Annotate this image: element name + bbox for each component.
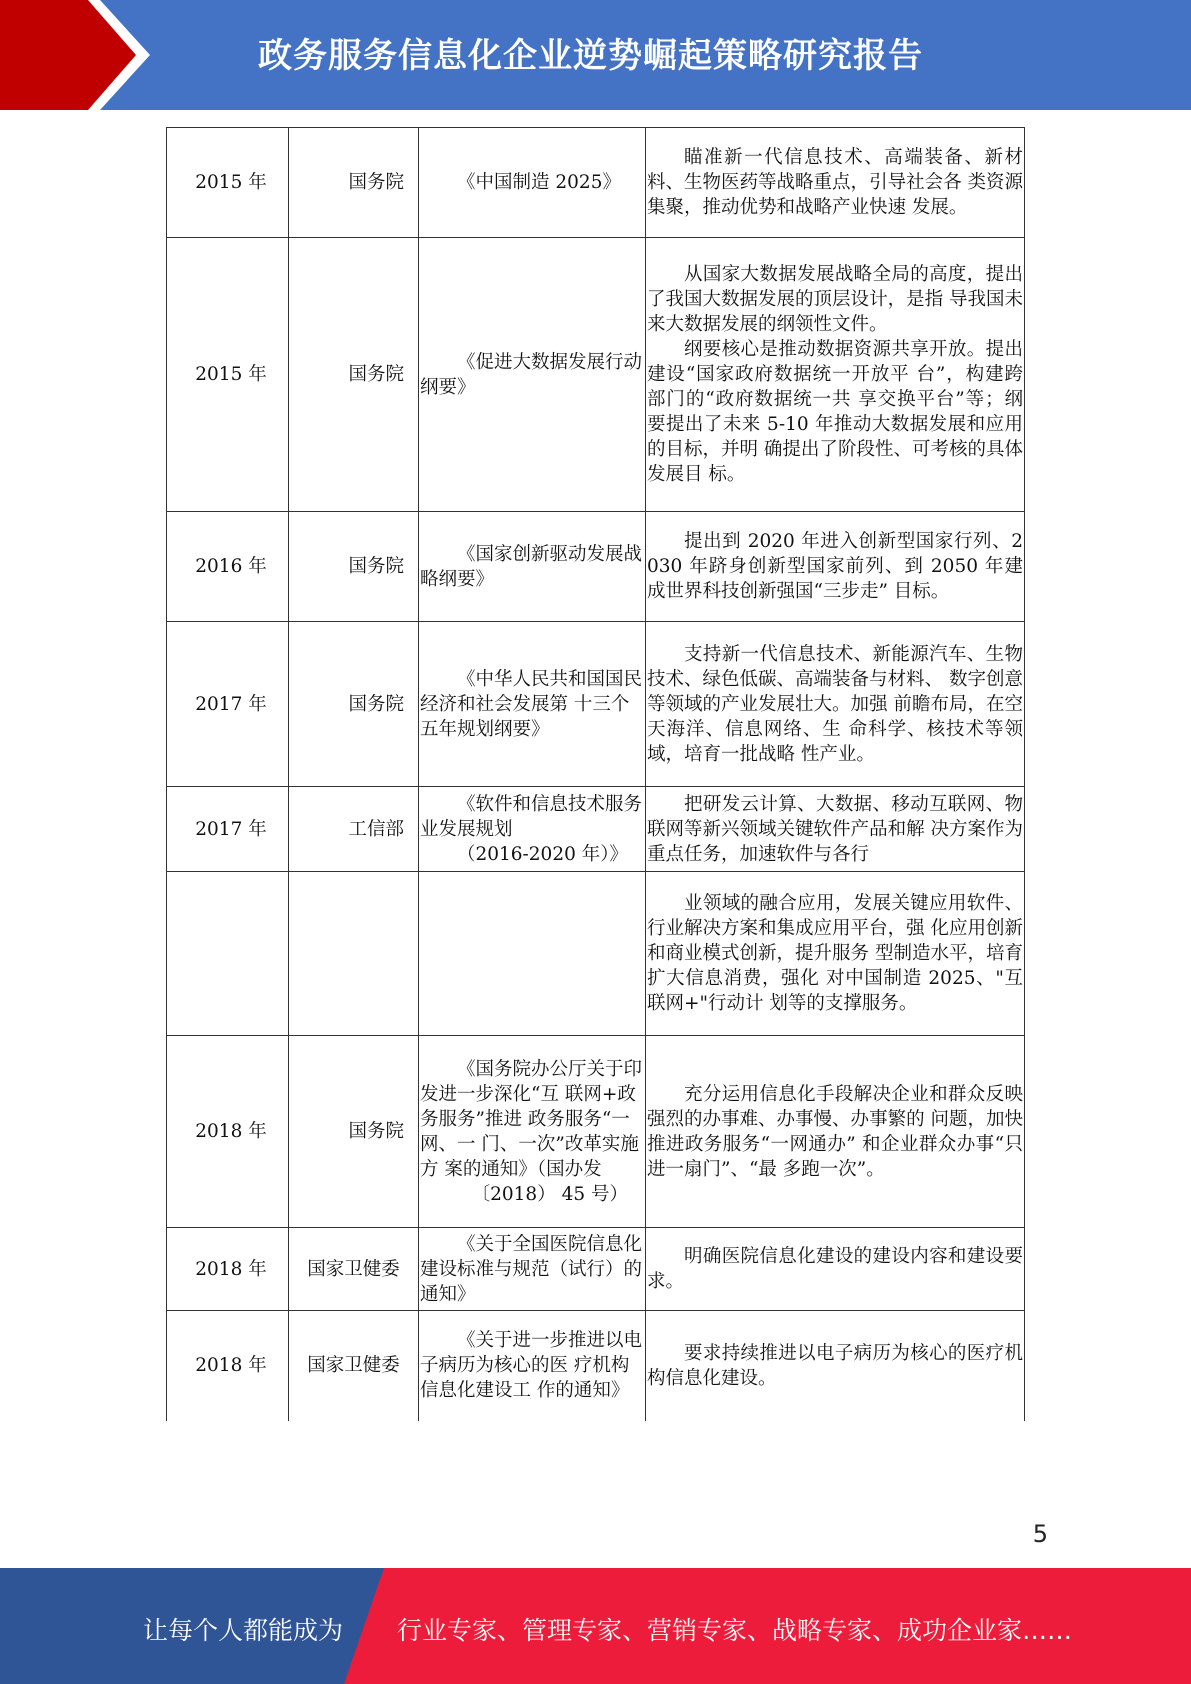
dept-cell: 国务院 (289, 238, 419, 512)
table-row (167, 512, 1025, 622)
dept-cell: 国务院 (289, 512, 419, 622)
description-cell (646, 1228, 1025, 1311)
year-cell: 2015 年 (167, 238, 289, 512)
document-cell: 《关于全国医院信息化建设标准与规范（试行）的通知》 (419, 1228, 646, 1311)
document-cell: 《国家创新驱动发展战略纲要》 (419, 512, 646, 622)
dept-cell: 国家卫健委 (289, 1228, 419, 1311)
document-cell: 《关于进一步推进以电子病历为核心的医 疗机构信息化建设工 作的通知》 (419, 1311, 646, 1421)
document-cell: 《中国制造 2025》 (419, 128, 646, 238)
table-row (167, 128, 1025, 238)
year-cell: 2018 年 (167, 1311, 289, 1421)
description-paragraph: 从国家大数据发展战略全局的高度，提出了我国大数据发展的顶层设计，是指 导我国未来大数据发展的纲领性文件。 (647, 264, 1023, 335)
table-row (167, 787, 1025, 872)
description-cell (646, 1036, 1025, 1228)
description-cell (646, 622, 1025, 787)
document-title: 《软件和信息技术服务业发展规划 (420, 793, 643, 840)
footer-slogan-left: 让每个人都能成为 (143, 1616, 344, 1645)
description-cell (646, 128, 1025, 238)
dept-cell: 国务院 (289, 622, 419, 787)
document-cell (419, 1036, 646, 1228)
description-paragraph: 要求持续推进以电子病历为核心的医疗机构信息化建设。 (647, 1342, 1023, 1389)
description-paragraph: 充分运用信息化手段解决企业和群众反映强烈的办事难、办事慢、办事繁的 问题，加快推进政务服务“一网通办” 和企业群众办事“只进一扇门”、“最 多跑一次”。 (647, 1083, 1023, 1180)
dept-cell: 国务院 (289, 1036, 419, 1228)
description-cell (646, 1311, 1025, 1421)
document-cell: 《中华人民共和国国民经济和社会发展第 十三个五年规划纲要》 (419, 622, 646, 787)
year-cell: 2018 年 (167, 1228, 289, 1311)
table-row (167, 1228, 1025, 1311)
dept-cell: 国务院 (289, 128, 419, 238)
description-paragraph: 把研发云计算、大数据、移动互联网、物联网等新兴领域关键软件产品和解 决方案作为重点任务，加速软件与各行 (647, 793, 1023, 865)
footer-slogan-right: 行业专家、管理专家、营销专家、战略专家、成功企业家…… (397, 1616, 1073, 1645)
description-cell (646, 512, 1025, 622)
report-title: 政务服务信息化企业逆势崛起策略研究报告 (258, 36, 923, 76)
table-row (167, 622, 1025, 787)
document-subtitle: 〔2018） 45 号） (471, 1183, 628, 1205)
dept-cell (289, 872, 419, 1036)
year-cell: 2016 年 (167, 512, 289, 622)
policy-table (166, 127, 1025, 1421)
description-paragraph: 纲要核心是推动数据资源共享开放。提出建设“国家政府数据统一开放平 台”，构建跨部门的“政府数据统一共 享交换平台”等；纲要提出了未来 5-10 年推动大数据发展和应用的目标，并明 确提出了阶段性、可考核的具体发展目 标。 (647, 339, 1023, 485)
table-row (167, 1036, 1025, 1228)
description-paragraph: 明确医院信息化建设的建设内容和建设要求。 (647, 1246, 1023, 1292)
page-footer (0, 1568, 1191, 1684)
document-cell (419, 872, 646, 1036)
description-cell (646, 787, 1025, 872)
description-cell (646, 238, 1025, 512)
year-cell: 2018 年 (167, 1036, 289, 1228)
description-paragraph: 提出到 2020 年进入创新型国家行列、2030 年跻身创新型国家前列、到 2050 年建成世界科技创新强国“三步走” 目标。 (647, 531, 1023, 602)
header-arrow-decoration (0, 0, 160, 110)
description-paragraph: 瞄准新一代信息技术、高端装备、新材料、生物医药等战略重点，引导社会各 类资源集聚，推动优势和战略产业快速 发展。 (647, 147, 1023, 218)
page-number: 5 (1032, 1520, 1048, 1548)
document-cell (419, 787, 646, 872)
description-paragraph: 业领域的融合应用，发展关键应用软件、行业解决方案和集成应用平台，强 化应用创新和商业模式创新，提升服务 型制造水平，培育扩大信息消费，强化 对中国制造 2025、"互联网+"行动计 划等的支撑服务。 (647, 893, 1023, 1014)
dept-cell: 工信部 (289, 787, 419, 872)
document-cell: 《促进大数据发展行动纲要》 (419, 238, 646, 512)
year-cell (167, 872, 289, 1036)
year-cell: 2017 年 (167, 787, 289, 872)
document-title: 《国务院办公厅关于印发进一步深化“互 联网+政务服务”推进 政务服务“一网、一 门、一次”改革实施方 案的通知》（国办发 (420, 1058, 643, 1180)
year-cell: 2015 年 (167, 128, 289, 238)
year-cell: 2017 年 (167, 622, 289, 787)
description-paragraph: 支持新一代信息技术、新能源汽车、生物技术、绿色低碳、高端装备与材料、 数字创意等领域的产业发展壮大。加强 前瞻布局，在空天海洋、信息网络、生 命科学、核技术等领域，培育一批战略 性产业。 (647, 643, 1023, 765)
page-header (0, 0, 1191, 110)
dept-cell: 国家卫健委 (289, 1311, 419, 1421)
description-cell (646, 872, 1025, 1036)
document-subtitle: （2016-2020 年）》 (456, 843, 628, 865)
table-row (167, 238, 1025, 512)
table-row (167, 1311, 1025, 1421)
table-row (167, 872, 1025, 1036)
